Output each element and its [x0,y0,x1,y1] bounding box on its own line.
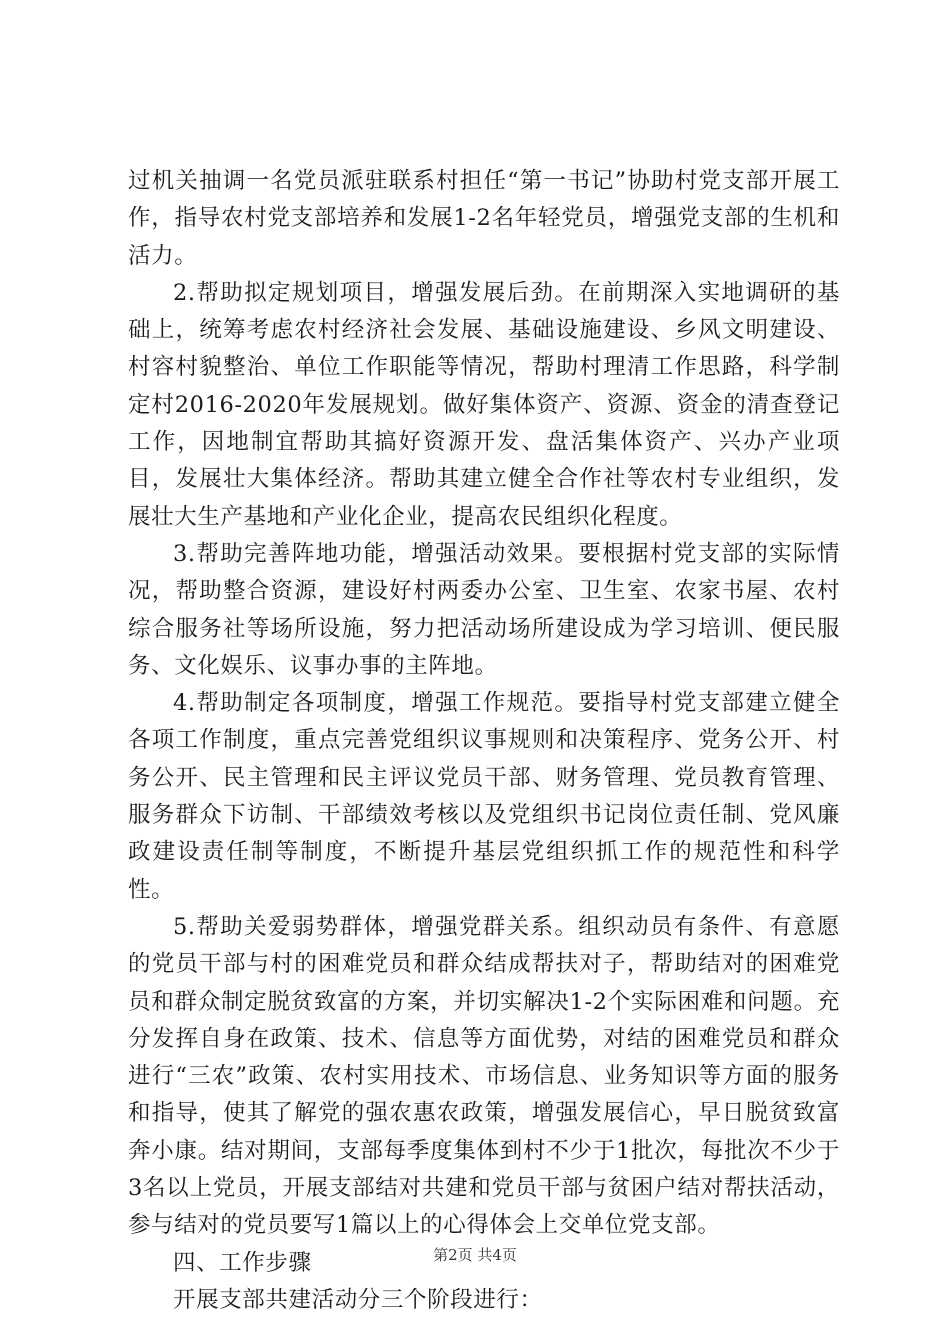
page-footer: 第2页 共4页 [433,1246,517,1264]
paragraph-item-4: 4.帮助制定各项制度，增强工作规范。要指导村党支部建立健全各项工作制度，重点完善党组织议事规则和决策程序、党务公开、村务公开、民主管理和民主评议党员干部、财务管理、党员教育管理、服务群众下访制、干部绩效考核以及党组织书记岗位责任制、党风廉政建设责任制等制度，不断提升基层党组织抓工作的规范性和科学性。 [128,690,840,903]
paragraph-item-2: 2.帮助拟定规划项目，增强发展后劲。在前期深入实地调研的基础上，统筹考虑农村经济社会发展、基础设施建设、乡风文明建设、村容村貌整治、单位工作职能等情况，帮助村理清工作思路，科学制定村2016-2020年发展规划。做好集体资产、资源、资金的清查登记工作，因地制宜帮助其搞好资源开发、盘活集体资产、兴办产业项目，发展壮大集体经济。帮助其建立健全合作社等农村专业组织，发展壮大生产基地和产业化企业，提高农民组织化程度。 [128,279,840,530]
paragraph-continuation: 过机关抽调一名党员派驻联系村担任“第一书记”协助村党支部开展工作，指导农村党支部培养和发展1-2名年轻党员，增强党支部的生机和活力。 [128,168,840,269]
paragraph-item-5: 5.帮助关爱弱势群体，增强党群关系。组织动员有条件、有意愿的党员干部与村的困难党员和群众结成帮扶对子，帮助结对的困难党员和群众制定脱贫致富的方案，并切实解决1-2个实际困难和问题。充分发挥自身在政策、技术、信息等方面优势，对结的困难党员和群众进行“三农”政策、农村实用技术、市场信息、业务知识等方面的服务和指导，使其了解党的强农惠农政策，增强发展信心，早日脱贫致富奔小康。结对期间，支部每季度集体到村不少于1批次，每批次不少于3名以上党员，开展支部结对共建和党员干部与贫困户结对帮扶活动，参与结对的党员要写1篇以上的心得体会上交单位党支部。 [128,913,840,1239]
paragraph-item-3: 3.帮助完善阵地功能，增强活动效果。要根据村党支部的实际情况，帮助整合资源，建设好村两委办公室、卫生室、农家书屋、农村综合服务社等场所设施，努力把活动场所建设成为学习培训、便民服务、文化娱乐、议事办事的主阵地。 [128,540,840,679]
document-body [128,163,840,1319]
section-heading-work-steps: 四、工作步骤 [173,1249,312,1276]
paragraph-stages-intro: 开展支部共建活动分三个阶段进行： [173,1286,543,1313]
